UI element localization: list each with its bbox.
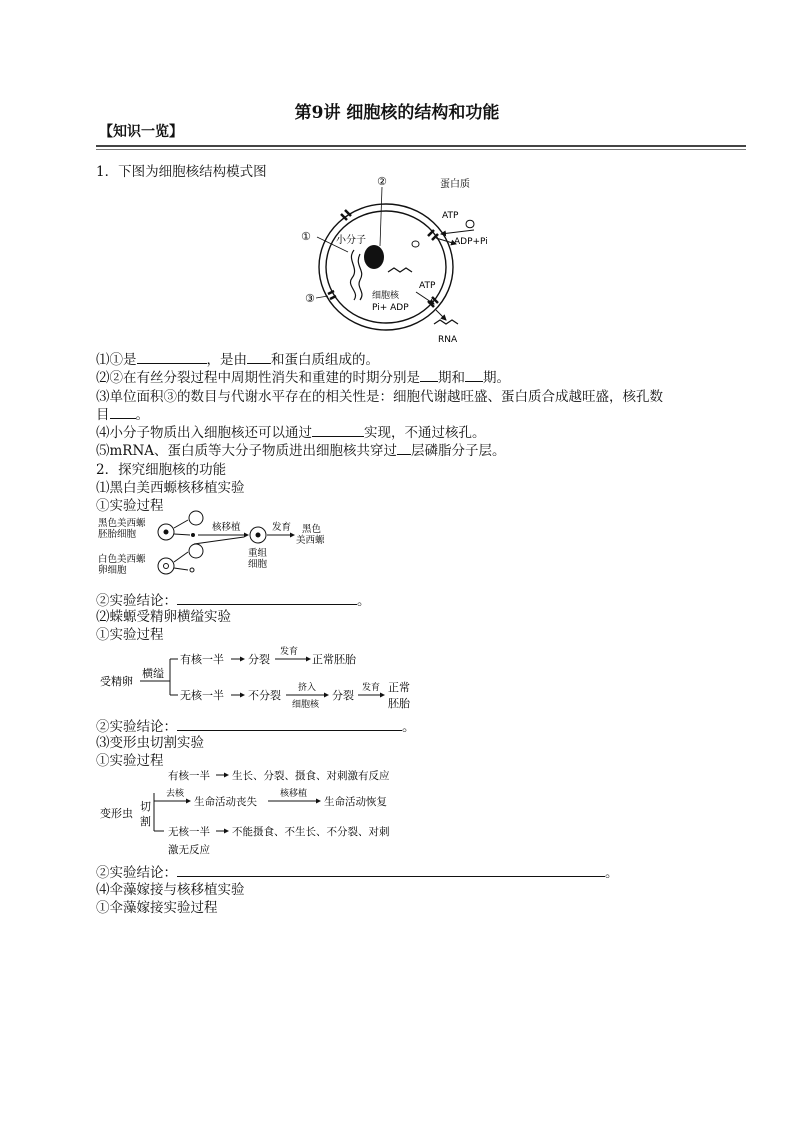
svg-text:发育: 发育 (280, 647, 299, 657)
diagram-pi-adp: Pi+ ADP (372, 303, 409, 313)
svg-text:割: 割 (140, 815, 151, 828)
newt-constriction-diagram (100, 645, 430, 715)
exp3-process: ①实验过程 (96, 753, 164, 769)
exp1-title: ⑴黑白美西螈核移植实验 (96, 480, 245, 496)
exp4-process: ①伞藻嫁接实验过程 (96, 900, 218, 916)
q1-line1: ⑴①是 ，是由 和蛋白质组成的。 (96, 352, 379, 368)
q1-line4: ⑷小分子物质出入细胞核还可以通过 实现，不通过核孔。 (96, 425, 486, 441)
svg-text:正常胚胎: 正常胚胎 (312, 653, 356, 666)
diagram-label-3: ③ (305, 292, 315, 305)
svg-text:挤入: 挤入 (298, 683, 317, 693)
exp4-title: ⑷伞藻嫁接与核移植实验 (96, 882, 245, 898)
svg-text:横缢: 横缢 (142, 667, 164, 680)
diagram-rna: RNA (438, 335, 458, 345)
svg-text:无核一半: 无核一半 (180, 689, 224, 702)
nucleolus (364, 245, 384, 269)
svg-text:不能摄食、不生长、不分裂、对刺: 不能摄食、不生长、不分裂、对刺 (232, 826, 390, 838)
blank-1a[interactable] (137, 351, 207, 364)
exp3-conclusion: ②实验结论： 。 (96, 865, 619, 881)
amoeba-cutting-diagram (98, 765, 428, 860)
svg-text:激无反应: 激无反应 (168, 844, 210, 856)
q2-intro: 2．探究细胞核的功能 (96, 462, 227, 478)
svg-text:分裂: 分裂 (248, 653, 270, 666)
exp1-conclusion: ②实验结论： 。 (96, 593, 371, 609)
diagram-atp-top: ATP (442, 211, 459, 221)
svg-text:不分裂: 不分裂 (248, 689, 281, 702)
blank-exp2[interactable] (177, 718, 402, 731)
diagram-protein: 蛋白质 (440, 179, 470, 190)
exp3-title: ⑶变形虫切割实验 (96, 735, 204, 751)
q1-intro: 1．下图为细胞核结构模式图 (96, 164, 267, 180)
svg-text:白色美西螈: 白色美西螈 (98, 554, 146, 565)
svg-text:发育: 发育 (272, 522, 292, 533)
q1-line5: ⑸mRNA、蛋白质等大分子物质进出细胞核共穿过 层磷脂分子层。 (96, 443, 506, 459)
diagram-atp-bottom: ATP (419, 281, 436, 291)
exp2-conclusion: ②实验结论： 。 (96, 719, 416, 735)
header-rule-thin (96, 149, 746, 150)
svg-text:变形虫: 变形虫 (100, 807, 133, 820)
diagram-small-molecule: 小分子 (336, 235, 366, 246)
svg-text:无核一半: 无核一半 (168, 826, 210, 838)
svg-text:正常: 正常 (388, 681, 410, 694)
blank-exp1[interactable] (177, 592, 357, 605)
exp1-process: ①实验过程 (96, 498, 164, 514)
q1-line3: ⑶单位面积③的数目与代谢水平存在的相关性是：细胞代谢越旺盛、蛋白质合成越旺盛，核孔数 (96, 389, 663, 405)
blank-3[interactable] (110, 406, 136, 419)
diagram-label-2: ② (377, 175, 387, 188)
svg-text:生命活动恢复: 生命活动恢复 (324, 796, 387, 808)
blank-exp3[interactable] (177, 864, 605, 877)
section-badge: 【知识一览】 (99, 124, 183, 140)
page-title: 第9讲 细胞核的结构和功能 (294, 103, 500, 123)
svg-text:美西螈: 美西螈 (296, 535, 325, 546)
svg-text:受精卵: 受精卵 (100, 675, 133, 688)
svg-text:胚胎: 胚胎 (388, 697, 410, 710)
q1-line3-cont: 目 。 (96, 407, 149, 423)
svg-text:黑色: 黑色 (302, 524, 322, 535)
blank-1b[interactable] (247, 351, 271, 364)
svg-text:生长、分裂、摄食、对刺激有反应: 生长、分裂、摄食、对刺激有反应 (232, 770, 390, 782)
exp2-title: ⑵蝾螈受精卵横缢实验 (96, 609, 231, 625)
nucleus-structure-diagram (296, 172, 506, 344)
svg-text:有核一半: 有核一半 (168, 770, 210, 782)
svg-text:重组: 重组 (248, 548, 268, 559)
svg-text:细胞: 细胞 (248, 559, 268, 570)
svg-text:分裂: 分裂 (332, 689, 354, 702)
svg-text:切: 切 (140, 800, 151, 813)
blank-5[interactable] (397, 442, 411, 455)
diagram-nucleus: 细胞核 (372, 291, 400, 301)
blank-2b[interactable] (465, 369, 483, 382)
svg-text:去核: 去核 (166, 789, 185, 799)
axolotl-transfer-diagram (96, 510, 346, 580)
svg-text:核移植: 核移植 (280, 789, 308, 799)
diagram-adp-pi: ADP+Pi (454, 237, 488, 247)
header-rule-thick (96, 145, 746, 147)
svg-text:黑色美西螈: 黑色美西螈 (98, 518, 146, 529)
svg-text:发育: 发育 (362, 683, 381, 693)
svg-text:核移植: 核移植 (212, 522, 241, 533)
exp2-process: ①实验过程 (96, 627, 164, 643)
diagram-label-1: ① (301, 230, 311, 243)
q1-line2: ⑵②在有丝分裂过程中周期性消失和重建的时期分别是 期和 期。 (96, 370, 510, 386)
svg-text:生命活动丧失: 生命活动丧失 (194, 796, 257, 808)
blank-4[interactable] (312, 424, 364, 437)
blank-2a[interactable] (420, 369, 438, 382)
svg-text:胚胎细胞: 胚胎细胞 (98, 529, 137, 540)
svg-text:细胞核: 细胞核 (292, 700, 320, 710)
svg-text:卵细胞: 卵细胞 (98, 565, 127, 576)
svg-text:有核一半: 有核一半 (180, 653, 224, 666)
